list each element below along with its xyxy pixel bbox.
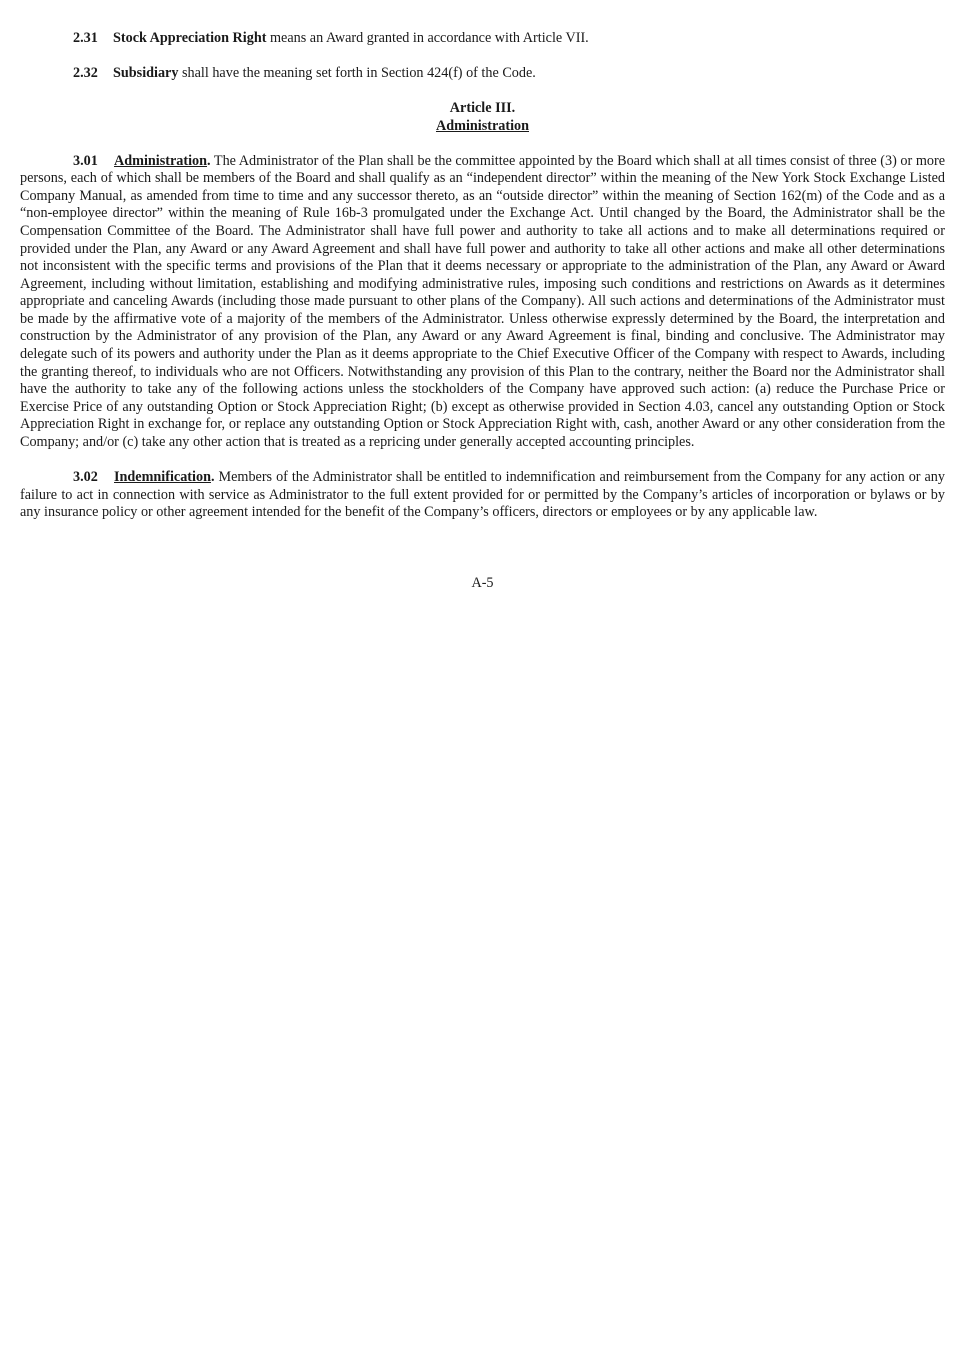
section-number: 3.02	[73, 469, 98, 486]
definition-term: Stock Appreciation Right	[113, 30, 267, 46]
section-3-02	[20, 469, 945, 522]
definition-text: means an Award granted in accordance with Article VII.	[266, 30, 589, 46]
definition-number: 2.31	[73, 30, 98, 46]
section-text: The Administrator of the Plan shall be the committee appointed by the Board which shall at all times consist of three (3) or more persons, each of which shall be members of the Board and shall qualify as an “independent director” within the meaning of the New York Stock Exchange Listed Company Manual, as amended from time to time and any successor thereto, as an “outside director” within the meaning of Section 162(m) of the Code and as a “non-employee director” within the meaning of Rule 16b-3 promulgated under the Exchange Act. Until changed by the Board, the Administrator shall be the Compensation Committee of the Board. The Administrator shall have full power and authority to take all actions and to make all determinations required or provided under the Plan, any Award or any Award Agreement and shall have full power and authority to take all other actions and make all other determinations not inconsistent with the specific terms and provisions of the Plan that it deems necessary or appropriate to the administration of the Plan, any Award or Award Agreement, including without limitation, establishing and modifying administrative rules, imposing such conditions and restrictions on Awards as it determines appropriate and canceling Awards (including those made pursuant to other plans of the Company). All such actions and determinations of the Administrator must be made by the affirmative vote of a majority of the members of the Administrator. Unless otherwise expressly determined by the Board, the interpretation and construction by the Administrator of any provision of the Plan, any Award or any Award Agreement is final, binding and conclusive. The Administrator may delegate such of its powers and authority under the Plan as it deems appropriate to the Chief Executive Officer of the Company with respect to Awards, including the granting thereof, to individuals who are not Officers. Notwithstanding any provision of this Plan to the contrary, neither the Board nor the Administrator shall have the authority to take any of the following actions unless the stockholders of the Company have approved such action: (a) reduce the Purchase Price or Exercise Price of any outstanding Option or Stock Appreciation Right; (b) except as otherwise provided in Section 4.03, cancel any outstanding Option or Stock Appreciation Right in exchange for, or replace any outstanding Option or Stock Appreciation Right with, cash, another Award or any other consideration from the Company; and/or (c) take any other action that is treated as a repricing under generally accepted accounting principles.	[20, 152, 945, 451]
section-title: Indemnification	[114, 469, 211, 486]
section-text: Members of the Administrator shall be entitled to indemnification and reimbursement from the Company for any action or any failure to act in connection with service as Administrator to the full extent provided for or permitted by the Company’s articles of incorporation or bylaws or by any insurance policy or other agreement intended for the benefit of the Company’s officers, directors or employees or by any applicable law.	[20, 469, 945, 521]
definition-number: 2.32	[73, 64, 98, 81]
article-heading	[20, 100, 945, 135]
page-content	[20, 30, 945, 539]
section-3-01	[20, 153, 945, 452]
definition-term: Subsidiary	[113, 64, 179, 81]
section-title: Administration	[114, 152, 208, 169]
article-subtitle: Administration	[435, 117, 529, 134]
section-title-period: .	[210, 469, 215, 486]
definition-2-32	[20, 65, 945, 83]
section-title-period: .	[207, 152, 211, 169]
article-title: Article III.	[449, 99, 516, 116]
page-number: A-5	[471, 575, 494, 591]
section-number: 3.01	[73, 152, 98, 169]
definition-text: shall have the meaning set forth in Section 424(f) of the Code.	[178, 64, 536, 81]
definition-2-31	[20, 30, 945, 48]
